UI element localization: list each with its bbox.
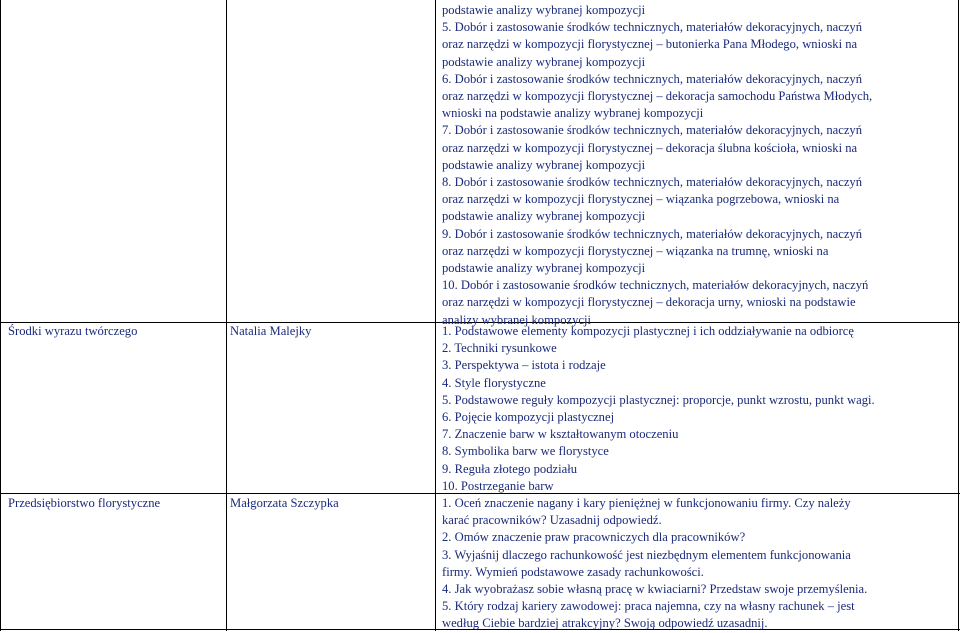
row3-category: Przedsiębiorstwo florystyczne xyxy=(8,496,161,510)
topic-line: 3. Perspektywa – istota i rodzaje xyxy=(442,358,606,373)
topic-line: firmy. Wymień podstawowe zasady rachunkowości. xyxy=(442,564,704,579)
row2-topics xyxy=(442,323,956,495)
topic-line: 8. Symbolika barw we florystyce xyxy=(442,444,609,459)
table-border-left xyxy=(0,0,1,631)
topic-line: 5. Dobór i zastosowanie środków technicznych, materiałów dekoracyjnych, naczyń xyxy=(442,20,862,35)
topic-line: podstawie analizy wybranej kompozycji xyxy=(442,261,646,276)
topic-line: 2. Omów znaczenie praw pracowniczych dla pracowników? xyxy=(442,530,746,545)
topic-line: 9. Dobór i zastosowanie środków technicznych, materiałów dekoracyjnych, naczyń xyxy=(442,226,862,241)
topic-line: podstawie analizy wybranej kompozycji xyxy=(442,209,646,224)
topic-line: 1. Oceń znaczenie nagany i kary pieniężnej w funkcjonowaniu firmy. Czy należy xyxy=(442,496,851,510)
topic-line: oraz narzędzi w kompozycji florystycznej – butonierka Pana Młodego, wnioski na xyxy=(442,37,858,52)
topic-line: oraz narzędzi w kompozycji florystycznej – wiązanka pogrzebowa, wnioski na xyxy=(442,192,840,207)
topic-line: wnioski na podstawie analizy wybranej kompozycji xyxy=(442,106,704,121)
column-divider-2 xyxy=(435,0,436,631)
topic-line: oraz narzędzi w kompozycji florystycznej – dekoracja urny, wnioski na podstawie xyxy=(442,295,856,310)
topic-line: według Ciebie bardziej atrakcyjny? Swoją odpowiedź uzasadnij. xyxy=(442,616,768,631)
topic-line: 1. Podstawowe elementy kompozycji plastycznej i ich oddziaływanie na odbiorcę xyxy=(442,324,854,338)
row3-teacher: Małgorzata Szczypka xyxy=(230,496,339,510)
topic-line: oraz narzędzi w kompozycji florystycznej – dekoracja ślubna kościoła, wnioski na xyxy=(442,140,858,155)
topic-line: 4. Jak wyobrażasz sobie własną pracę w kwiaciarni? Przedstaw swoje przemyślenia. xyxy=(442,582,868,597)
table-border-right xyxy=(958,0,959,631)
topic-line: 5. Podstawowe reguły kompozycji plastycznej: proporcje, punkt wzrostu, punkt wagi. xyxy=(442,392,875,407)
topic-line: oraz narzędzi w kompozycji florystycznej – dekoracja samochodu Państwa Młodych, xyxy=(442,89,873,104)
row1-topics xyxy=(442,2,956,329)
topic-line: 7. Dobór i zastosowanie środków technicznych, materiałów dekoracyjnych, naczyń xyxy=(442,123,862,138)
topic-line: 7. Znaczenie barw w kształtowanym otoczeniu xyxy=(442,427,679,442)
topic-line: podstawie analizy wybranej kompozycji xyxy=(442,54,646,69)
topic-line: 9. Reguła złotego podziału xyxy=(442,461,577,476)
topic-line: 6. Pojęcie kompozycji plastycznej xyxy=(442,410,615,425)
topic-line: 10. Dobór i zastosowanie środków technicznych, materiałów dekoracyjnych, naczyń xyxy=(442,278,869,293)
row3-topics xyxy=(442,495,956,633)
row2-category: Środki wyrazu twórczego xyxy=(8,324,138,338)
topic-line: 8. Dobór i zastosowanie środków technicznych, materiałów dekoracyjnych, naczyń xyxy=(442,175,862,190)
row2-teacher: Natalia Malejky xyxy=(230,324,312,338)
topic-line: 10. Postrzeganie barw xyxy=(442,478,554,493)
topic-line: podstawie analizy wybranej kompozycji xyxy=(442,157,646,172)
topic-line: 2. Techniki rysunkowe xyxy=(442,341,557,356)
column-divider-1 xyxy=(226,0,227,631)
topic-line: oraz narzędzi w kompozycji florystycznej – wiązanka na trumnę, wnioski na xyxy=(442,243,829,258)
topic-line: podstawie analizy wybranej kompozycji xyxy=(442,3,646,17)
topic-line: karać pracowników? Uzasadnij odpowiedź. xyxy=(442,513,662,528)
topic-line: analizy wybranej kompozycji xyxy=(442,312,591,327)
topic-line: 6. Dobór i zastosowanie środków technicznych, materiałów dekoracyjnych, naczyń xyxy=(442,71,862,86)
topic-line: 4. Style florystyczne xyxy=(442,375,546,390)
topic-line: 3. Wyjaśnij dlaczego rachunkowość jest niezbędnym elementem funkcjonowania xyxy=(442,547,851,562)
topic-line: 5. Który rodzaj kariery zawodowej: praca najemna, czy na własny rachunek – jest xyxy=(442,599,855,614)
